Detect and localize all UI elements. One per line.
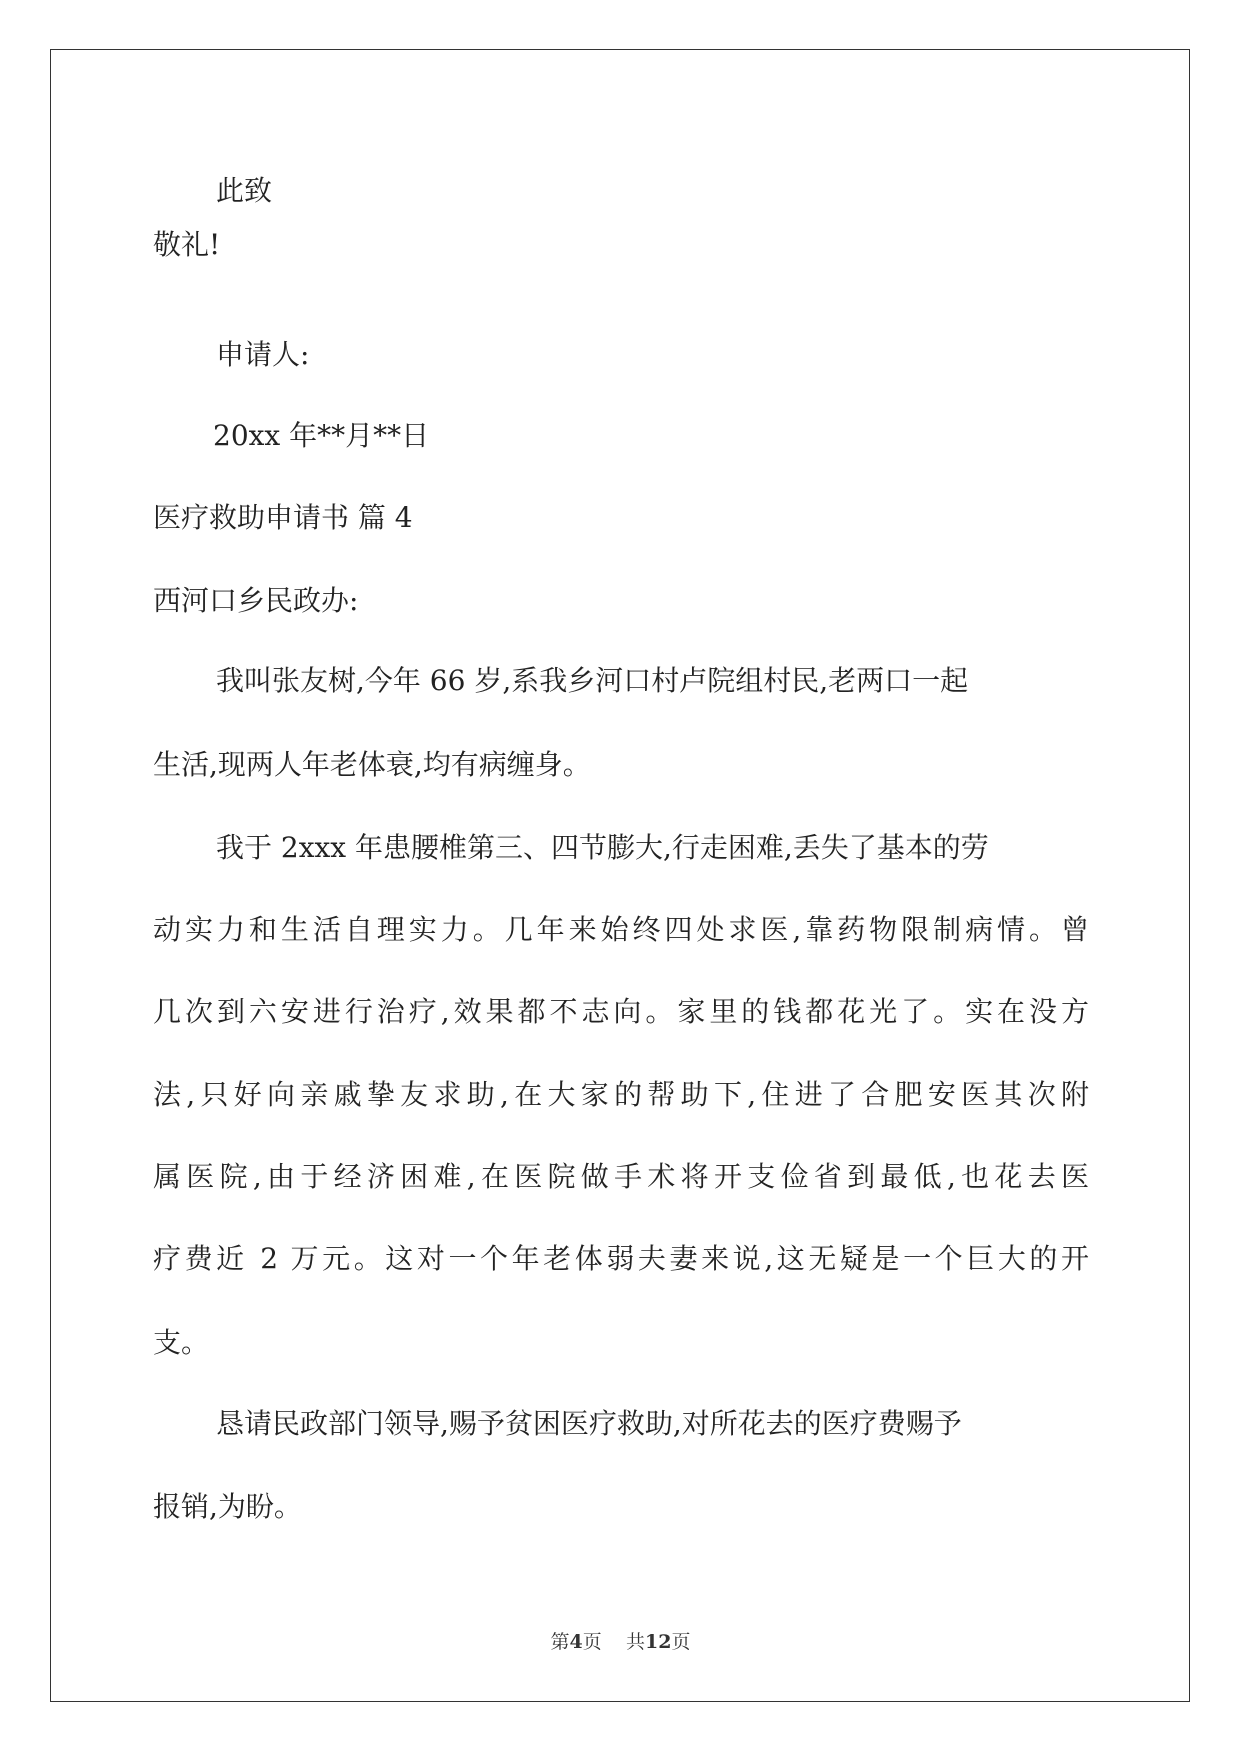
paragraph-line: 生活,现两人年老体衰,均有病缠身。 [153, 748, 591, 781]
section-title: 医疗救助申请书 篇 4 [153, 501, 413, 534]
date-line: 20xx 年**月**日 [213, 419, 430, 452]
addressee: 西河口乡民政办: [153, 584, 359, 617]
page-footer [0, 1627, 1241, 1654]
footer-total-unit: 页 [671, 1631, 691, 1653]
applicant-label: 申请人: [216, 338, 310, 371]
salutation: 此致 [216, 174, 273, 207]
paragraph-line: 支。 [153, 1326, 210, 1359]
paragraph-line: 我于 2xxx 年患腰椎第三、四节膨大,行走困难,丢失了基本的劳 [216, 831, 989, 864]
paragraph-line: 法,只好向亲戚挚友求助,在大家的帮助下,住进了合肥安医其次附 [153, 1078, 1089, 1111]
paragraph-line: 动实力和生活自理实力。几年来始终四处求医,靠药物限制病情。曾 [153, 913, 1089, 946]
footer-total-prefix: 共 [625, 1631, 645, 1653]
paragraph-line: 属医院,由于经济困难,在医院做手术将开支俭省到最低,也花去医 [153, 1160, 1089, 1193]
page-border [50, 49, 1190, 1702]
footer-page-number: 4 [569, 1631, 583, 1653]
paragraph-line: 报销,为盼。 [153, 1490, 302, 1523]
regards: 敬礼! [153, 228, 221, 261]
footer-total-pages: 12 [644, 1631, 672, 1653]
footer-prefix: 第 [550, 1631, 570, 1653]
paragraph-line: 疗费近 2 万元。这对一个年老体弱夫妻来说,这无疑是一个巨大的开 [153, 1242, 1089, 1275]
paragraph-line: 恳请民政部门领导,赐予贫困医疗救助,对所花去的医疗费赐予 [216, 1407, 962, 1440]
paragraph-line: 我叫张友树,今年 66 岁,系我乡河口村卢院组村民,老两口一起 [216, 664, 969, 697]
paragraph-line: 几次到六安进行治疗,效果都不志向。家里的钱都花光了。实在没方 [153, 995, 1089, 1028]
footer-page-unit: 页 [582, 1631, 602, 1653]
